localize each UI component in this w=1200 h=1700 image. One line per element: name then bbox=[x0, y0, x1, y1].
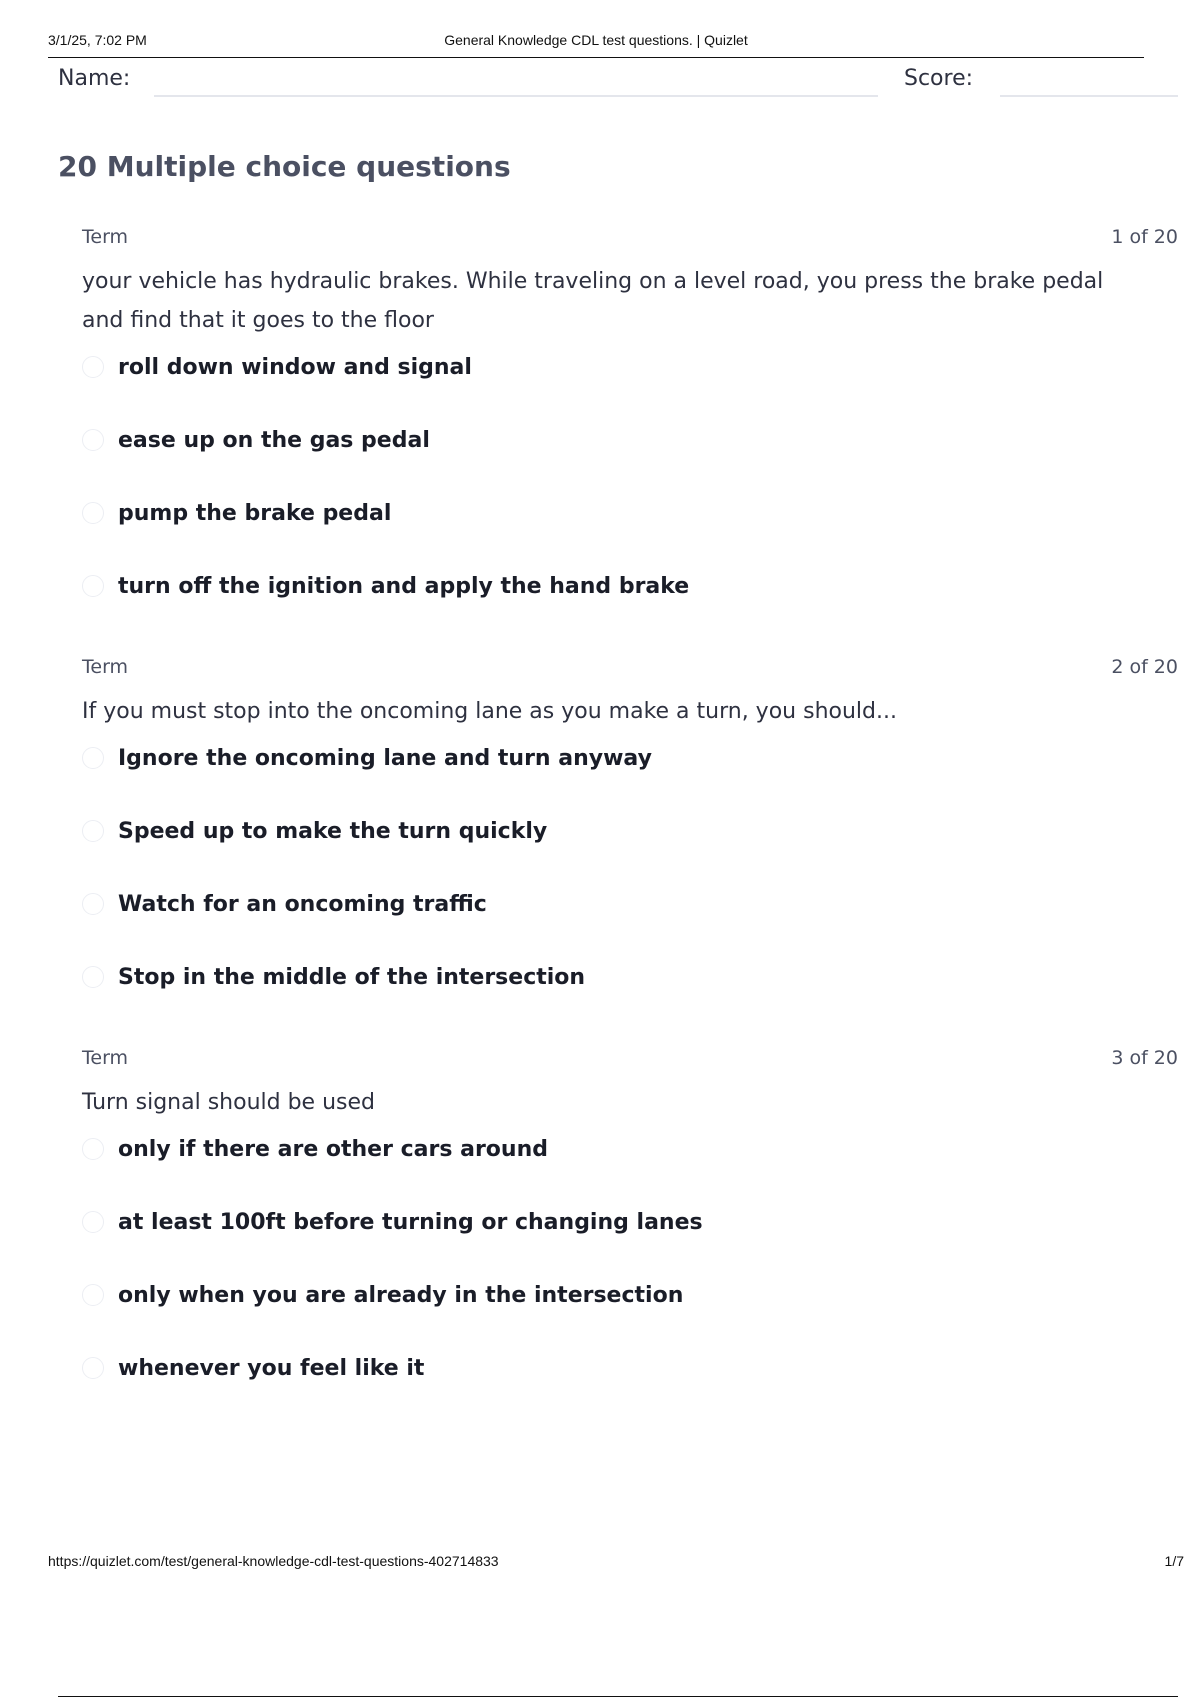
answer-option-label: at least 100ft before turning or changing lanes bbox=[118, 1210, 703, 1235]
answer-option-label: Watch for an oncoming traffic bbox=[118, 892, 487, 917]
print-footer bbox=[48, 1553, 1184, 1573]
radio-button[interactable] bbox=[82, 966, 104, 988]
radio-button[interactable] bbox=[82, 575, 104, 597]
radio-button[interactable] bbox=[82, 1211, 104, 1233]
score-field[interactable] bbox=[1000, 95, 1178, 97]
term-label: Term bbox=[82, 1047, 129, 1069]
page-url: https://quizlet.com/test/general-knowledge-cdl-test-questions-402714833 bbox=[48, 1553, 499, 1569]
name-field[interactable] bbox=[154, 95, 878, 97]
answer-option[interactable] bbox=[82, 1355, 1178, 1428]
question-card bbox=[82, 226, 1178, 646]
radio-button[interactable] bbox=[82, 502, 104, 524]
answer-option-label: ease up on the gas pedal bbox=[118, 428, 430, 453]
question-counter: 3 of 20 bbox=[1111, 1047, 1178, 1069]
answer-option[interactable] bbox=[82, 573, 1178, 646]
answer-option-label: whenever you feel like it bbox=[118, 1356, 425, 1381]
answer-option-label: Ignore the oncoming lane and turn anyway bbox=[118, 746, 652, 771]
answer-options bbox=[82, 745, 1178, 1037]
answer-option[interactable] bbox=[82, 1209, 1178, 1282]
term-label: Term bbox=[82, 226, 129, 248]
question-counter: 2 of 20 bbox=[1111, 656, 1178, 678]
question-card bbox=[82, 1047, 1178, 1428]
answer-option-label: Speed up to make the turn quickly bbox=[118, 819, 548, 844]
section-title: 20 Multiple choice questions bbox=[58, 150, 511, 183]
question-prompt: your vehicle has hydraulic brakes. While traveling on a level road, you press the brake pedal and find that it goes to the floor bbox=[82, 269, 1104, 333]
answer-option[interactable] bbox=[82, 964, 1178, 1037]
answer-option-label: roll down window and signal bbox=[118, 355, 472, 380]
question-prompt: Turn signal should be used bbox=[82, 1090, 375, 1115]
answer-option-label: pump the brake pedal bbox=[118, 501, 392, 526]
question-card bbox=[82, 656, 1178, 1037]
radio-button[interactable] bbox=[82, 429, 104, 451]
answer-option[interactable] bbox=[82, 1282, 1178, 1355]
answer-option[interactable] bbox=[82, 745, 1178, 818]
answer-option-label: only if there are other cars around bbox=[118, 1137, 548, 1162]
radio-button[interactable] bbox=[82, 1357, 104, 1379]
term-label: Term bbox=[82, 656, 129, 678]
answer-option[interactable] bbox=[82, 500, 1178, 573]
radio-button[interactable] bbox=[82, 820, 104, 842]
print-header bbox=[48, 32, 1144, 58]
answer-options bbox=[82, 354, 1178, 646]
radio-button[interactable] bbox=[82, 747, 104, 769]
answer-option[interactable] bbox=[82, 891, 1178, 964]
print-document-title: General Knowledge CDL test questions. | Quizlet bbox=[444, 32, 748, 48]
answer-option[interactable] bbox=[82, 354, 1178, 427]
answer-options bbox=[82, 1136, 1178, 1428]
print-date: 3/1/25, 7:02 PM bbox=[48, 32, 147, 48]
answer-option[interactable] bbox=[82, 818, 1178, 891]
question-counter: 1 of 20 bbox=[1111, 226, 1178, 248]
answer-option-label: turn off the ignition and apply the hand brake bbox=[118, 574, 690, 599]
answer-option-label: Stop in the middle of the intersection bbox=[118, 965, 586, 990]
page-number: 1/7 bbox=[1164, 1553, 1184, 1569]
answer-option-label: only when you are already in the intersection bbox=[118, 1283, 684, 1308]
radio-button[interactable] bbox=[82, 893, 104, 915]
radio-button[interactable] bbox=[82, 1138, 104, 1160]
question-prompt: If you must stop into the oncoming lane as you make a turn, you should... bbox=[82, 699, 897, 724]
answer-option[interactable] bbox=[82, 1136, 1178, 1209]
header-divider bbox=[48, 57, 1144, 58]
name-label: Name: bbox=[58, 66, 131, 91]
score-label: Score: bbox=[904, 66, 974, 91]
answer-option[interactable] bbox=[82, 427, 1178, 500]
radio-button[interactable] bbox=[82, 356, 104, 378]
radio-button[interactable] bbox=[82, 1284, 104, 1306]
page-bottom-divider bbox=[58, 1696, 1178, 1697]
